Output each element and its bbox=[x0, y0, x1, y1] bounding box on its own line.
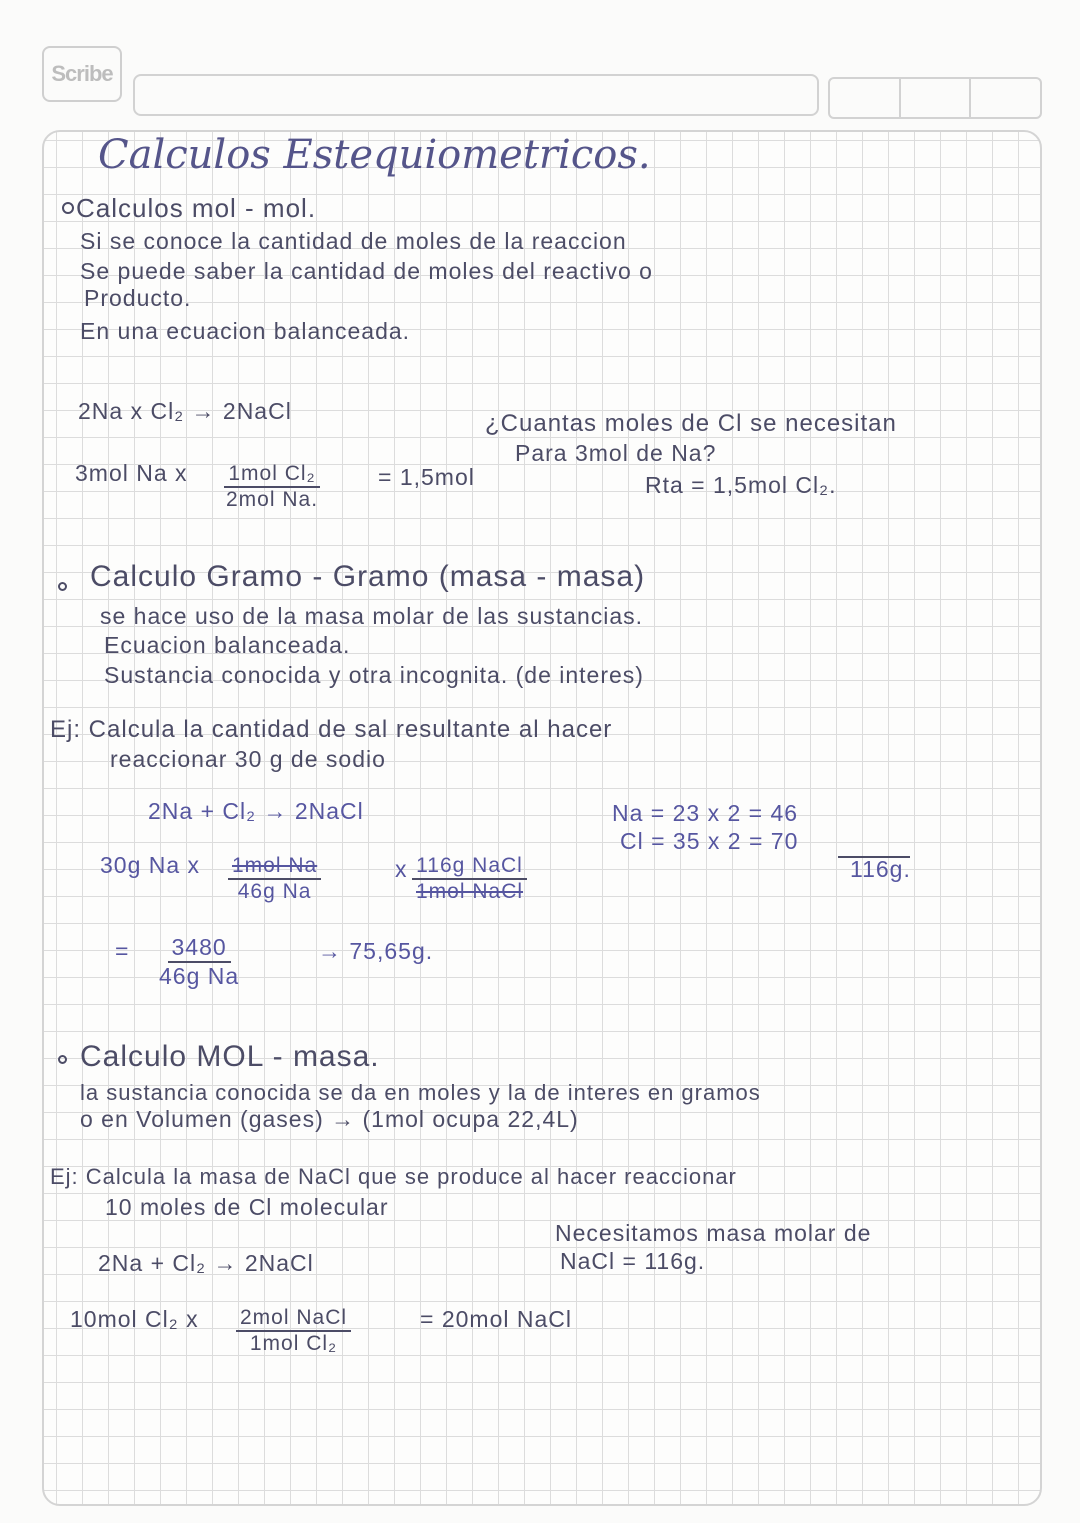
conversion-fraction bbox=[228, 854, 321, 904]
bullet-icon bbox=[58, 1055, 67, 1064]
scribe-logo: Scribe bbox=[42, 46, 122, 102]
fraction-denominator: 2mol Na. bbox=[226, 488, 319, 511]
fraction-numerator: 1mol Cl₂ bbox=[224, 462, 319, 488]
chemical-equation: 2Na + Cl₂ → 2NaCl bbox=[98, 1250, 314, 1276]
example-text: Ej: Calcula la masa de NaCl que se produce al hacer reaccionar bbox=[50, 1164, 737, 1189]
bullet-icon bbox=[62, 202, 74, 214]
conversion-fraction bbox=[412, 854, 527, 904]
example-text: reaccionar 30 g de sodio bbox=[110, 746, 386, 772]
text-line: Se puede saber la cantidad de moles del reactivo o bbox=[80, 258, 653, 284]
molar-mass-na: Na = 23 x 2 = 46 bbox=[612, 800, 799, 826]
header-title-field bbox=[133, 74, 819, 116]
fraction-numerator: 2mol NaCl bbox=[236, 1306, 351, 1332]
section-heading-gramo-gramo: Calculo Gramo - Gramo (masa - masa) bbox=[90, 560, 646, 593]
section-heading-mol-mol: Calculos mol - mol. bbox=[76, 193, 317, 223]
question-text: ¿Cuantas moles de Cl se necesitan bbox=[485, 410, 897, 437]
calc-lhs: 30g Na x bbox=[100, 852, 201, 878]
note-text: NaCl = 116g. bbox=[560, 1248, 706, 1274]
example-text: Ej: Calcula la cantidad de sal resultante al hacer bbox=[50, 716, 613, 743]
text-line: En una ecuacion balanceada. bbox=[80, 318, 411, 344]
text-line: se hace uso de la masa molar de las sustancias. bbox=[100, 603, 644, 629]
text-line: Ecuacion balanceada. bbox=[104, 632, 351, 658]
fraction-denominator: 46g Na bbox=[237, 880, 312, 903]
calc-result: = 20mol NaCl bbox=[420, 1306, 572, 1332]
fraction-denominator: 1mol NaCl bbox=[416, 880, 524, 903]
fraction-denominator: 1mol Cl₂ bbox=[249, 1332, 338, 1355]
bullet-icon bbox=[58, 582, 67, 591]
answer-text: Rta = 1,5mol Cl₂. bbox=[645, 472, 837, 498]
result-text: → 75,65g. bbox=[318, 938, 434, 964]
question-text: Para 3mol de Na? bbox=[515, 440, 717, 466]
calc-result: = 1,5mol bbox=[378, 464, 475, 490]
calc-lhs: 10mol Cl₂ x bbox=[70, 1306, 199, 1332]
example-text: 10 moles de Cl molecular bbox=[105, 1194, 389, 1220]
conversion-fraction bbox=[236, 1306, 351, 1356]
fraction-denominator: 46g Na bbox=[159, 963, 240, 989]
header-date-boxes bbox=[828, 77, 1042, 119]
calc-lhs: 3mol Na x bbox=[75, 460, 188, 486]
text-line: Producto. bbox=[84, 285, 192, 311]
times-sign: x bbox=[395, 856, 408, 882]
text-line: Si se conoce la cantidad de moles de la reaccion bbox=[80, 228, 627, 254]
text-line: o en Volumen (gases) → (1mol ocupa 22,4L) bbox=[80, 1106, 579, 1132]
fraction-numerator: 116g NaCl bbox=[412, 854, 527, 880]
chemical-equation: 2Na + Cl₂ → 2NaCl bbox=[148, 798, 364, 824]
text-line: Sustancia conocida y otra incognita. (de interes) bbox=[104, 662, 644, 688]
note-text: Necesitamos masa molar de bbox=[555, 1220, 872, 1246]
conversion-fraction bbox=[222, 462, 322, 512]
equals-sign: = bbox=[115, 938, 130, 964]
fraction-numerator: 1mol Na bbox=[228, 854, 321, 880]
result-fraction bbox=[155, 934, 243, 990]
section-heading-mol-masa: Calculo MOL - masa. bbox=[80, 1040, 380, 1073]
chemical-equation: 2Na x Cl₂ → 2NaCl bbox=[78, 398, 292, 424]
molar-mass-total: 116g. bbox=[850, 856, 911, 882]
fraction-numerator: 3480 bbox=[168, 934, 231, 963]
text-line: la sustancia conocida se da en moles y la de interes en gramos bbox=[80, 1080, 761, 1105]
page-title: Calculos Estequiometricos. bbox=[98, 132, 651, 178]
molar-mass-cl: Cl = 35 x 2 = 70 bbox=[620, 828, 799, 854]
